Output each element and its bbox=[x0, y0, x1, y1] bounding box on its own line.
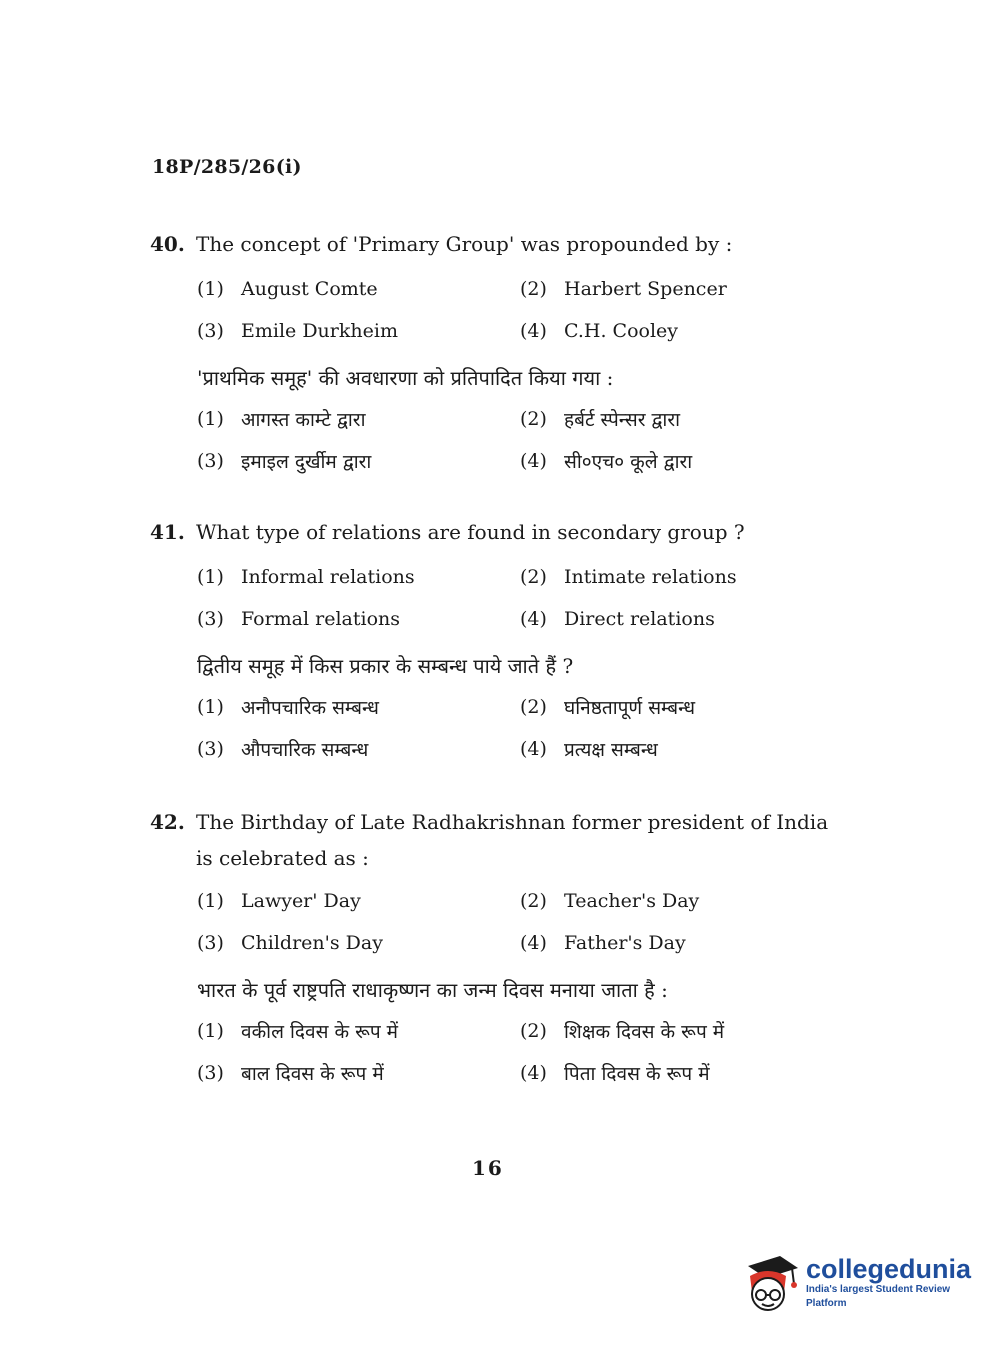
question-text-hi: 'प्राथमिक समूह' की अवधारणा को प्रतिपादित किया गया : bbox=[197, 366, 614, 390]
options-hi bbox=[197, 398, 850, 482]
question-number: 42. bbox=[150, 810, 185, 834]
option-1: (1) Lawyer' Day bbox=[197, 890, 361, 912]
option-3: (3) Formal relations bbox=[197, 608, 400, 630]
options-en bbox=[197, 268, 850, 352]
collegedunia-logo bbox=[740, 1248, 970, 1318]
option-3-hi: (3) औपचारिक सम्बन्ध bbox=[197, 738, 369, 761]
question-number: 40. bbox=[150, 232, 185, 256]
option-2-hi: (2) घनिष्ठतापूर्ण सम्बन्ध bbox=[520, 696, 696, 719]
option-4: (4) Direct relations bbox=[520, 608, 715, 630]
option-1-hi: (1) वकील दिवस के रूप में bbox=[197, 1020, 399, 1043]
option-1: (1) Informal relations bbox=[197, 566, 415, 588]
option-2: (2) Teacher's Day bbox=[520, 890, 700, 912]
question-text-en: The Birthday of Late Radhakrishnan former president of India is celebrated as : bbox=[196, 810, 829, 870]
options-en bbox=[197, 556, 850, 640]
option-2: (2) Intimate relations bbox=[520, 566, 737, 588]
option-4: (4) Father's Day bbox=[520, 932, 686, 954]
question-40 bbox=[150, 226, 850, 482]
paper-code: 18P/285/26(i) bbox=[152, 156, 302, 178]
option-1: (1) August Comte bbox=[197, 278, 378, 300]
question-text-en: The concept of 'Primary Group' was propounded by : bbox=[196, 232, 733, 256]
option-2-hi: (2) हर्बर्ट स्पेन्सर द्वारा bbox=[520, 408, 681, 431]
question-number: 41. bbox=[150, 520, 185, 544]
option-4: (4) C.H. Cooley bbox=[520, 320, 679, 342]
page-number: 16 bbox=[472, 1156, 504, 1180]
option-4-hi: (4) प्रत्यक्ष सम्बन्ध bbox=[520, 738, 658, 761]
option-1-hi: (1) आगस्त काम्टे द्वारा bbox=[197, 408, 366, 431]
option-2-hi: (2) शिक्षक दिवस के रूप में bbox=[520, 1020, 725, 1043]
options-hi bbox=[197, 686, 850, 770]
logo-name: collegedunia bbox=[806, 1254, 972, 1284]
option-3-hi: (3) बाल दिवस के रूप में bbox=[197, 1062, 384, 1085]
option-3-hi: (3) इमाइल दुर्खीम द्वारा bbox=[197, 450, 372, 473]
option-3: (3) Emile Durkheim bbox=[197, 320, 398, 342]
options-hi bbox=[197, 1010, 850, 1094]
option-3: (3) Children's Day bbox=[197, 932, 383, 954]
option-4-hi: (4) सी०एच० कूले द्वारा bbox=[520, 450, 693, 473]
option-4-hi: (4) पिता दिवस के रूप में bbox=[520, 1062, 710, 1085]
question-text-hi: द्वितीय समूह में किस प्रकार के सम्बन्ध पाये जाते हैं ? bbox=[197, 654, 574, 678]
question-42 bbox=[150, 804, 850, 1094]
question-text-hi: भारत के पूर्व राष्ट्रपति राधाकृष्णन का जन्म दिवस मनाया जाता है : bbox=[197, 978, 668, 1002]
question-text-en: What type of relations are found in secondary group ? bbox=[196, 520, 745, 544]
options-en bbox=[197, 880, 850, 964]
option-2: (2) Harbert Spencer bbox=[520, 278, 727, 300]
mascot-icon bbox=[740, 1252, 800, 1314]
logo-tagline: India's largest Student Review Platform bbox=[806, 1284, 951, 1309]
option-1-hi: (1) अनौपचारिक सम्बन्ध bbox=[197, 696, 379, 719]
question-41 bbox=[150, 514, 850, 770]
